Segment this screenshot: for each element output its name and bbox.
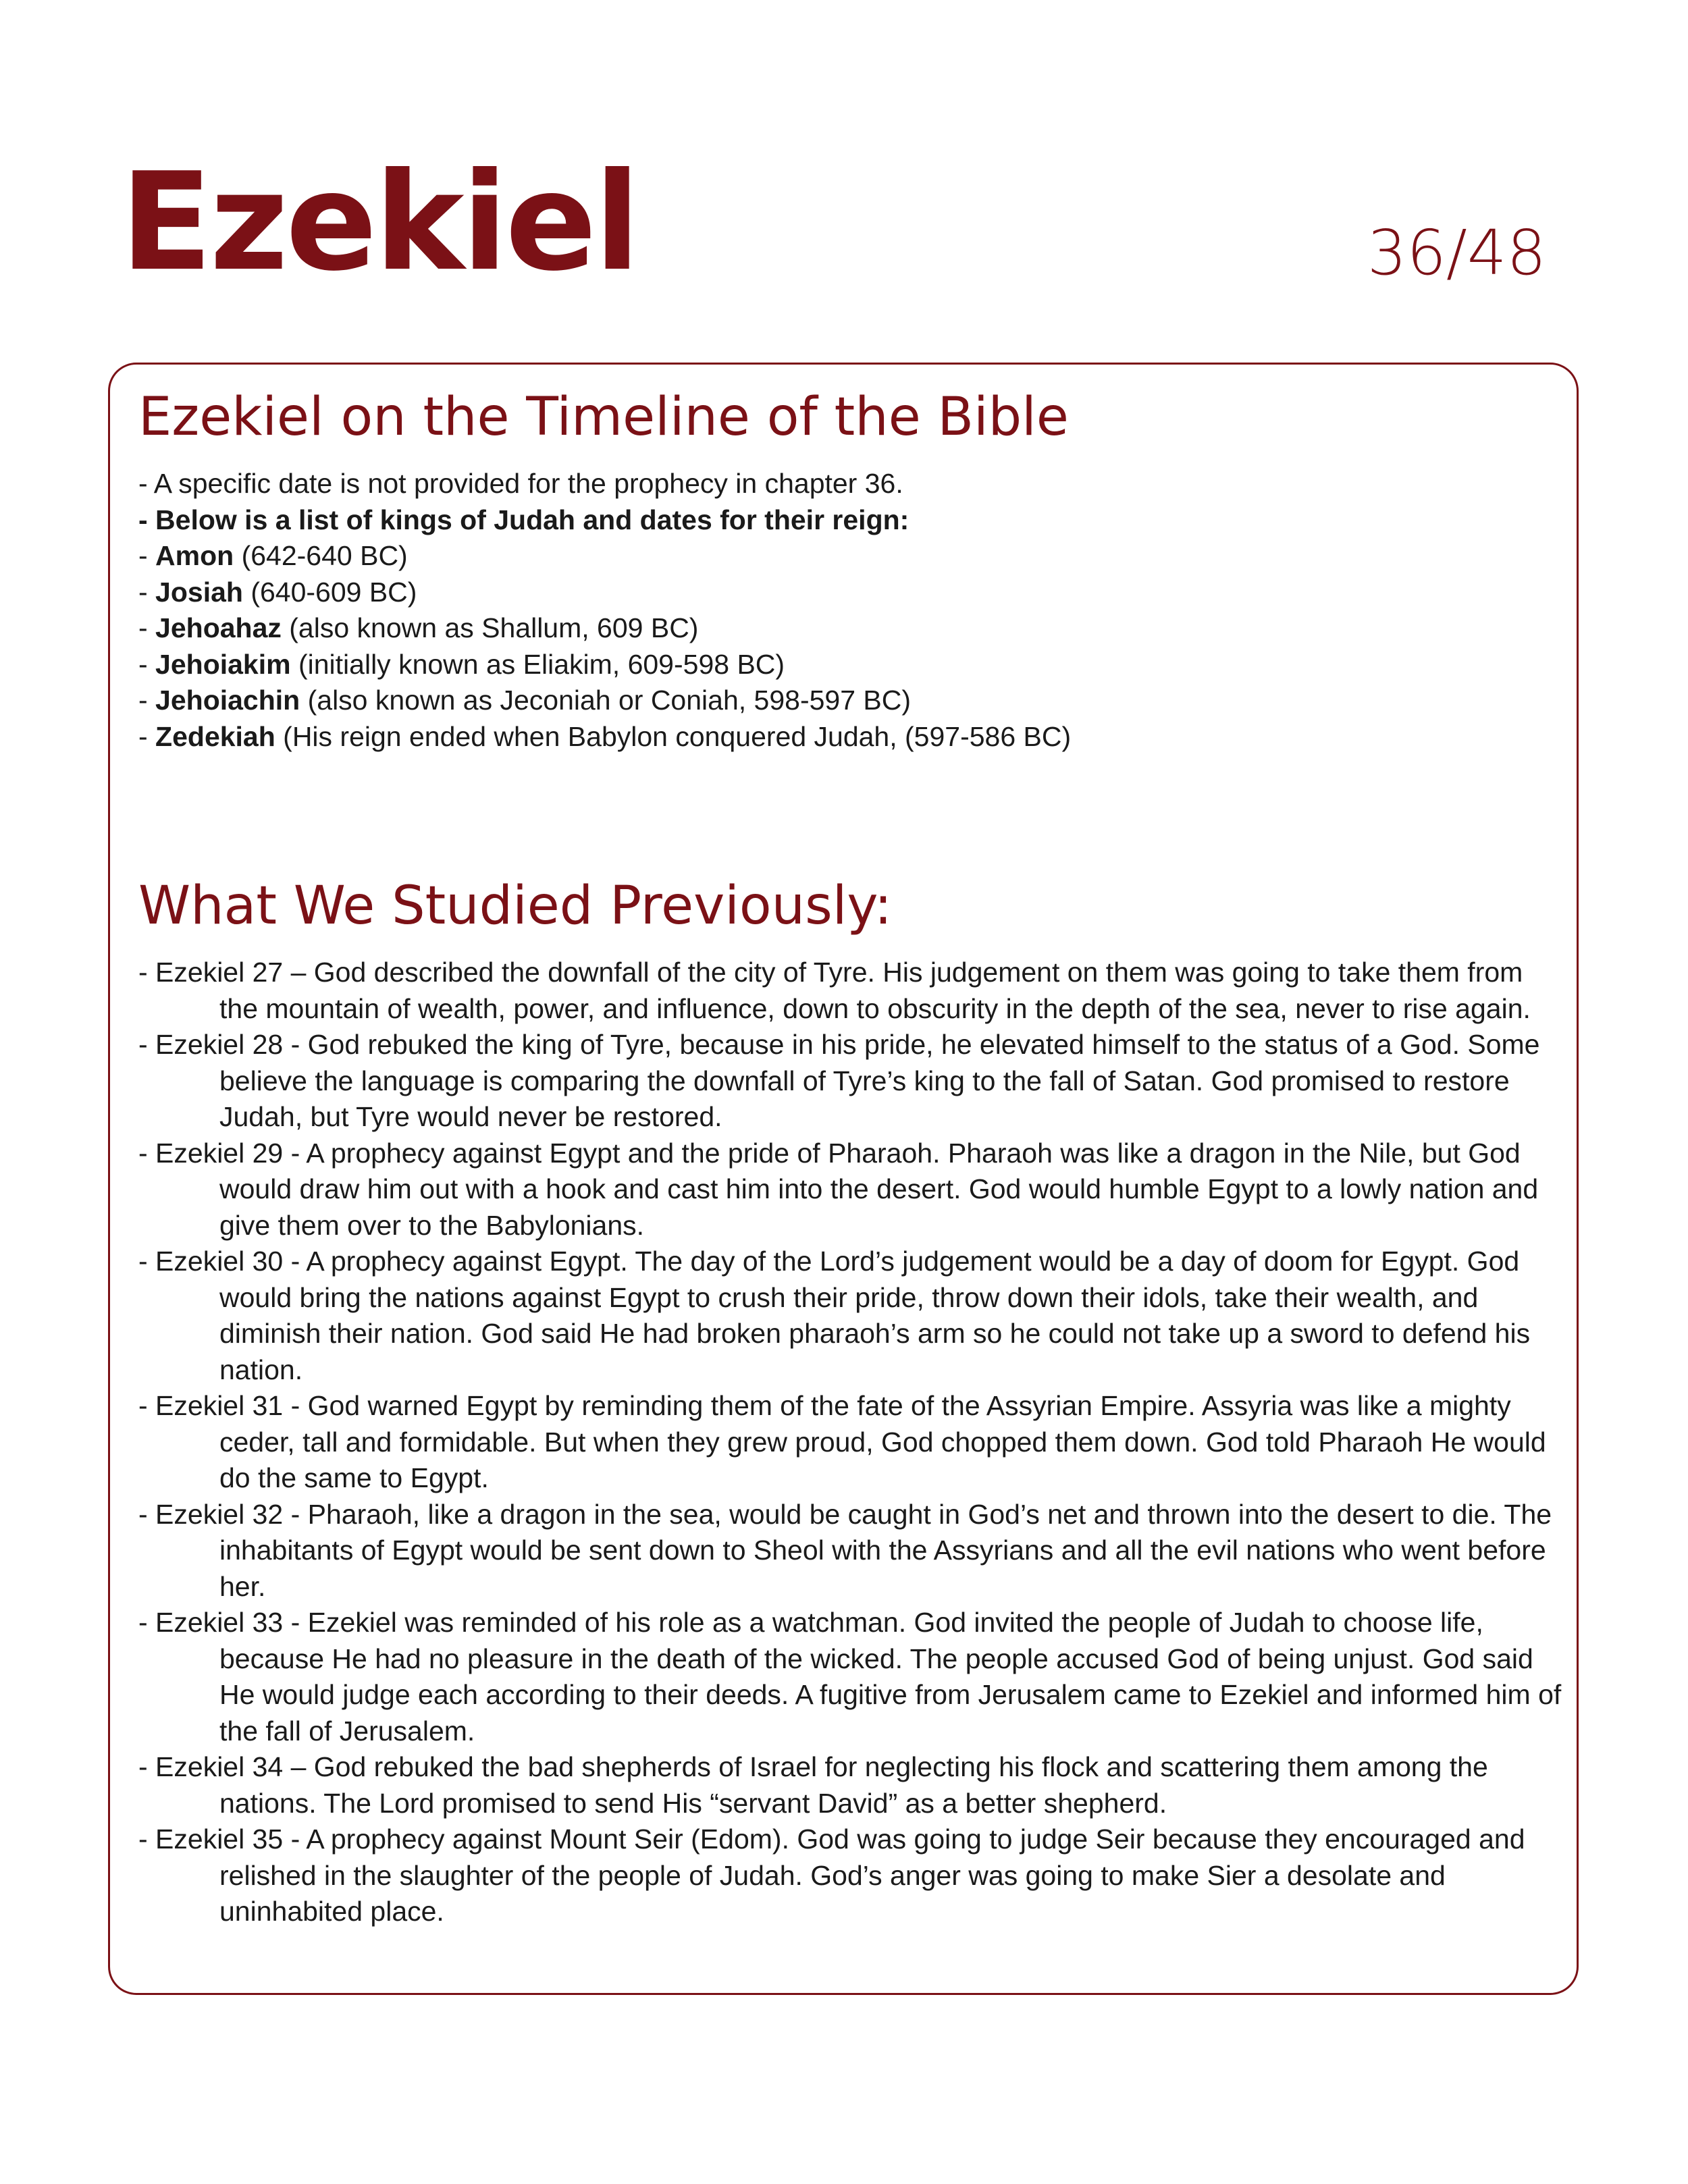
king-detail: (His reign ended when Babylon conquered Judah, (597-586 BC) [275,720,1072,752]
studied-list [138,955,1563,1930]
king-name: Amon [155,540,234,571]
studied-item-ezekiel-30: - Ezekiel 30 - A prophecy against Egypt. The day of the Lord’s judgement would be a day of doom for Egypt. God would bring the nations against Egypt to crush their pride, throw down their idols, take their wealth, and diminish their nation. God said He had broken pharaoh’s arm so he could not take up a sword to defend his nation. [138,1246,1531,1385]
king-item: - Jehoiakim (initially known as Eliakim, 609-598 BC) [138,648,785,680]
king-item: - Josiah (640-609 BC) [138,576,417,608]
studied-item-ezekiel-32: - Ezekiel 32 - Pharaoh, like a dragon in the sea, would be caught in God’s net and thrown into the desert to die. The inhabitants of Egypt would be sent down to Sheol with the Assyrians and all the evil nations who went before her. [138,1498,1552,1602]
king-detail: (640-609 BC) [242,576,417,608]
king-detail: (also known as Jeconiah or Coniah, 598-597 BC) [300,685,912,716]
king-name: Jehoiakim [155,648,291,680]
king-item: - Amon (642-640 BC) [138,540,408,571]
studied-item-ezekiel-34: - Ezekiel 34 – God rebuked the bad shepherds of Israel for neglecting his flock and scattering them among the nations. The Lord promised to send His “servant David” as a better shepherd. [138,1751,1488,1819]
studied-item-ezekiel-33: - Ezekiel 33 - Ezekiel was reminded of his role as a watchman. God invited the people of Judah to choose life, because He had no pleasure in the death of the wicked. The people accused God of being unjust. God said He would judge each according to their deeds. A fugitive from Jerusalem came to Ezekiel and informed him of the fall of Jerusalem. [138,1607,1562,1747]
timeline-list [138,466,1563,755]
king-name: Jehoiachin [155,685,300,716]
timeline-heading: Ezekiel on the Timeline of the Bible [138,387,1069,448]
page-indicator: 36/48 [1367,217,1546,289]
studied-item-ezekiel-27: - Ezekiel 27 – God described the downfall of the city of Tyre. His judgement on them was going to take them from the mountain of wealth, power, and influence, down to obscurity in the depth of the sea, never to rise again. [138,957,1531,1024]
studied-item-ezekiel-28: - Ezekiel 28 - God rebuked the king of Tyre, because in his pride, he elevated himself to the status of a God. Some believe the language is comparing the downfall of Tyre’s king to the fall of Satan. God promised to restore Judah, but Tyre would never be restored. [138,1029,1540,1132]
page-title: Ezekiel [120,144,638,301]
king-item: - Jehoahaz (also known as Shallum, 609 BC) [138,612,699,643]
king-item: - Jehoiachin (also known as Jeconiah or Coniah, 598-597 BC) [138,685,912,716]
studied-item-ezekiel-31: - Ezekiel 31 - God warned Egypt by reminding them of the fate of the Assyrian Empire. Assyria was like a mighty ceder, tall and formidable. But when they grew proud, God chopped them down. God told Pharaoh He would do the same to Egypt. [138,1390,1546,1493]
king-detail: (also known as Shallum, 609 BC) [281,612,699,643]
studied-heading: What We Studied Previously: [138,876,893,936]
kings-list-heading: - Below is a list of kings of Judah and dates for their reign: [138,504,909,535]
king-detail: (initially known as Eliakim, 609-598 BC) [290,648,785,680]
king-name: Jehoahaz [155,612,282,643]
timeline-intro: - A specific date is not provided for the prophecy in chapter 36. [138,468,903,499]
king-name: Josiah [155,576,243,608]
king-name: Zedekiah [155,720,275,752]
king-item: - Zedekiah (His reign ended when Babylon conquered Judah, (597-586 BC) [138,720,1072,752]
studied-item-ezekiel-35: - Ezekiel 35 - A prophecy against Mount Seir (Edom). God was going to judge Seir because they encouraged and relished in the slaughter of the people of Judah. God’s anger was going to make Sier a desolate and uninhabited place. [138,1823,1525,1927]
studied-item-ezekiel-29: - Ezekiel 29 - A prophecy against Egypt and the pride of Pharaoh. Pharaoh was like a dragon in the Nile, but God would draw him out with a hook and cast him into the desert. God would humble Egypt to a lowly nation and give them over to the Babylonians. [138,1137,1539,1241]
king-detail: (642-640 BC) [234,540,408,571]
